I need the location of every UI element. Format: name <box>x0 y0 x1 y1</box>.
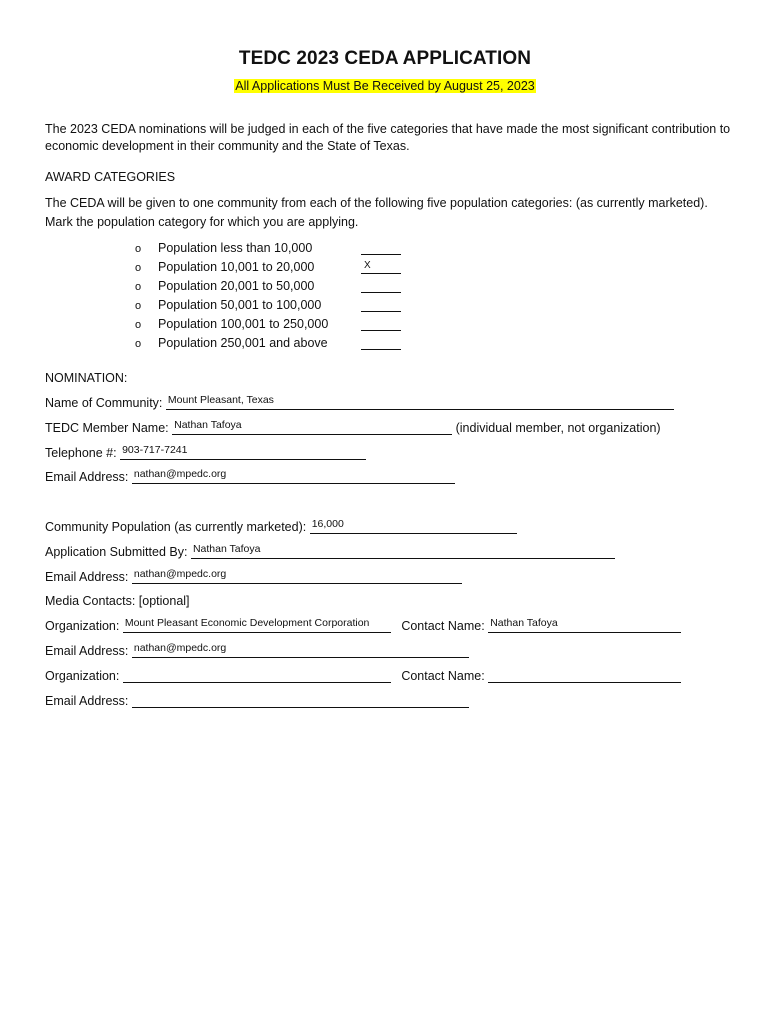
member-row <box>45 418 661 436</box>
contact-name-field[interactable] <box>488 666 681 683</box>
category-label: Population 250,001 and above <box>158 336 328 350</box>
nomination-email-field[interactable] <box>132 467 455 484</box>
population-label: Community Population (as currently marketed): <box>45 520 307 534</box>
category-mark-field[interactable] <box>361 317 401 331</box>
telephone-row <box>45 443 366 461</box>
telephone-field[interactable] <box>120 443 366 460</box>
submitted-by-field[interactable] <box>191 542 615 559</box>
nomination-email-value: nathan@mpedc.org <box>133 468 227 480</box>
award-categories-description: The CEDA will be given to one community from each of the following five population categories: (as currently marketed). Mark the population category for which you are applying. <box>45 196 708 229</box>
deadline-banner <box>0 77 770 95</box>
media-email-value: nathan@mpedc.org <box>133 642 227 654</box>
population-field[interactable] <box>310 517 517 534</box>
telephone-value: 903-717-7241 <box>122 444 188 456</box>
bullet-icon: o <box>135 319 142 331</box>
organization-value: Mount Pleasant Economic Development Corporation <box>124 617 370 629</box>
media-email-field[interactable] <box>132 641 469 658</box>
media-contacts-heading: Media Contacts: [optional] <box>45 594 190 608</box>
organization-field[interactable] <box>123 666 391 683</box>
category-mark-field[interactable] <box>361 298 401 312</box>
bullet-icon: o <box>135 300 142 312</box>
population-value: 16,000 <box>311 518 344 530</box>
media-contact-row <box>45 616 681 634</box>
deadline-text: All Applications Must Be Received by August 25, 2023 <box>235 79 535 93</box>
member-label: TEDC Member Name: <box>45 421 169 435</box>
member-note: (individual member, not organization) <box>455 421 661 435</box>
media-contact-row <box>45 666 681 684</box>
community-row <box>45 393 674 411</box>
submitted-by-value: Nathan Tafoya <box>192 543 261 555</box>
category-label: Population 20,001 to 50,000 <box>158 279 315 293</box>
organization-label: Organization: <box>45 669 120 683</box>
submitted-by-label: Application Submitted By: <box>45 545 188 559</box>
category-item <box>135 259 314 276</box>
submission-email-row <box>45 567 462 585</box>
nomination-heading: NOMINATION: <box>45 371 128 385</box>
media-email-row <box>45 691 469 709</box>
contact-name-field[interactable] <box>488 616 681 633</box>
intro-paragraph: The 2023 CEDA nominations will be judged in each of the five categories that have made the most significant contribution to economic development in their community and the State of Texas. <box>45 122 731 153</box>
category-label: Population 50,001 to 100,000 <box>158 298 322 312</box>
submission-email-value: nathan@mpedc.org <box>133 568 227 580</box>
organization-label: Organization: <box>45 619 120 633</box>
category-label: Population 100,001 to 250,000 <box>158 317 329 331</box>
category-mark-field[interactable] <box>361 279 401 293</box>
category-label: Population 10,001 to 20,000 <box>158 260 315 274</box>
email-label: Email Address: <box>45 644 129 658</box>
contact-name-label: Contact Name: <box>401 619 485 633</box>
population-row <box>45 517 517 535</box>
category-label: Population less than 10,000 <box>158 241 313 255</box>
email-label: Email Address: <box>45 694 129 708</box>
bullet-icon: o <box>135 281 142 293</box>
telephone-label: Telephone #: <box>45 446 117 460</box>
community-value: Mount Pleasant, Texas <box>167 394 274 406</box>
bullet-icon: o <box>135 243 142 255</box>
category-mark-field[interactable] <box>361 241 401 255</box>
community-field[interactable] <box>166 393 674 410</box>
media-email-row <box>45 641 469 659</box>
organization-field[interactable] <box>123 616 391 633</box>
contact-name-label: Contact Name: <box>401 669 485 683</box>
email-label: Email Address: <box>45 470 129 484</box>
category-mark-field[interactable] <box>361 336 401 350</box>
category-item <box>135 240 312 257</box>
bullet-icon: o <box>135 262 142 274</box>
bullet-icon: o <box>135 338 142 350</box>
submitted-by-row <box>45 542 615 560</box>
media-email-field[interactable] <box>132 691 469 708</box>
member-field[interactable] <box>172 418 452 435</box>
category-item <box>135 316 328 333</box>
member-value: Nathan Tafoya <box>174 419 242 431</box>
community-label: Name of Community: <box>45 396 163 410</box>
nomination-email-row <box>45 467 455 485</box>
award-categories-heading: AWARD CATEGORIES <box>45 170 176 184</box>
submission-email-field[interactable] <box>132 567 462 584</box>
category-item <box>135 278 314 295</box>
category-item <box>135 335 328 352</box>
category-item <box>135 297 321 314</box>
email-label: Email Address: <box>45 570 129 584</box>
category-mark-field[interactable]: X <box>361 260 401 274</box>
contact-name-value: Nathan Tafoya <box>490 617 558 629</box>
form-title: TEDC 2023 CEDA APPLICATION <box>238 48 532 69</box>
